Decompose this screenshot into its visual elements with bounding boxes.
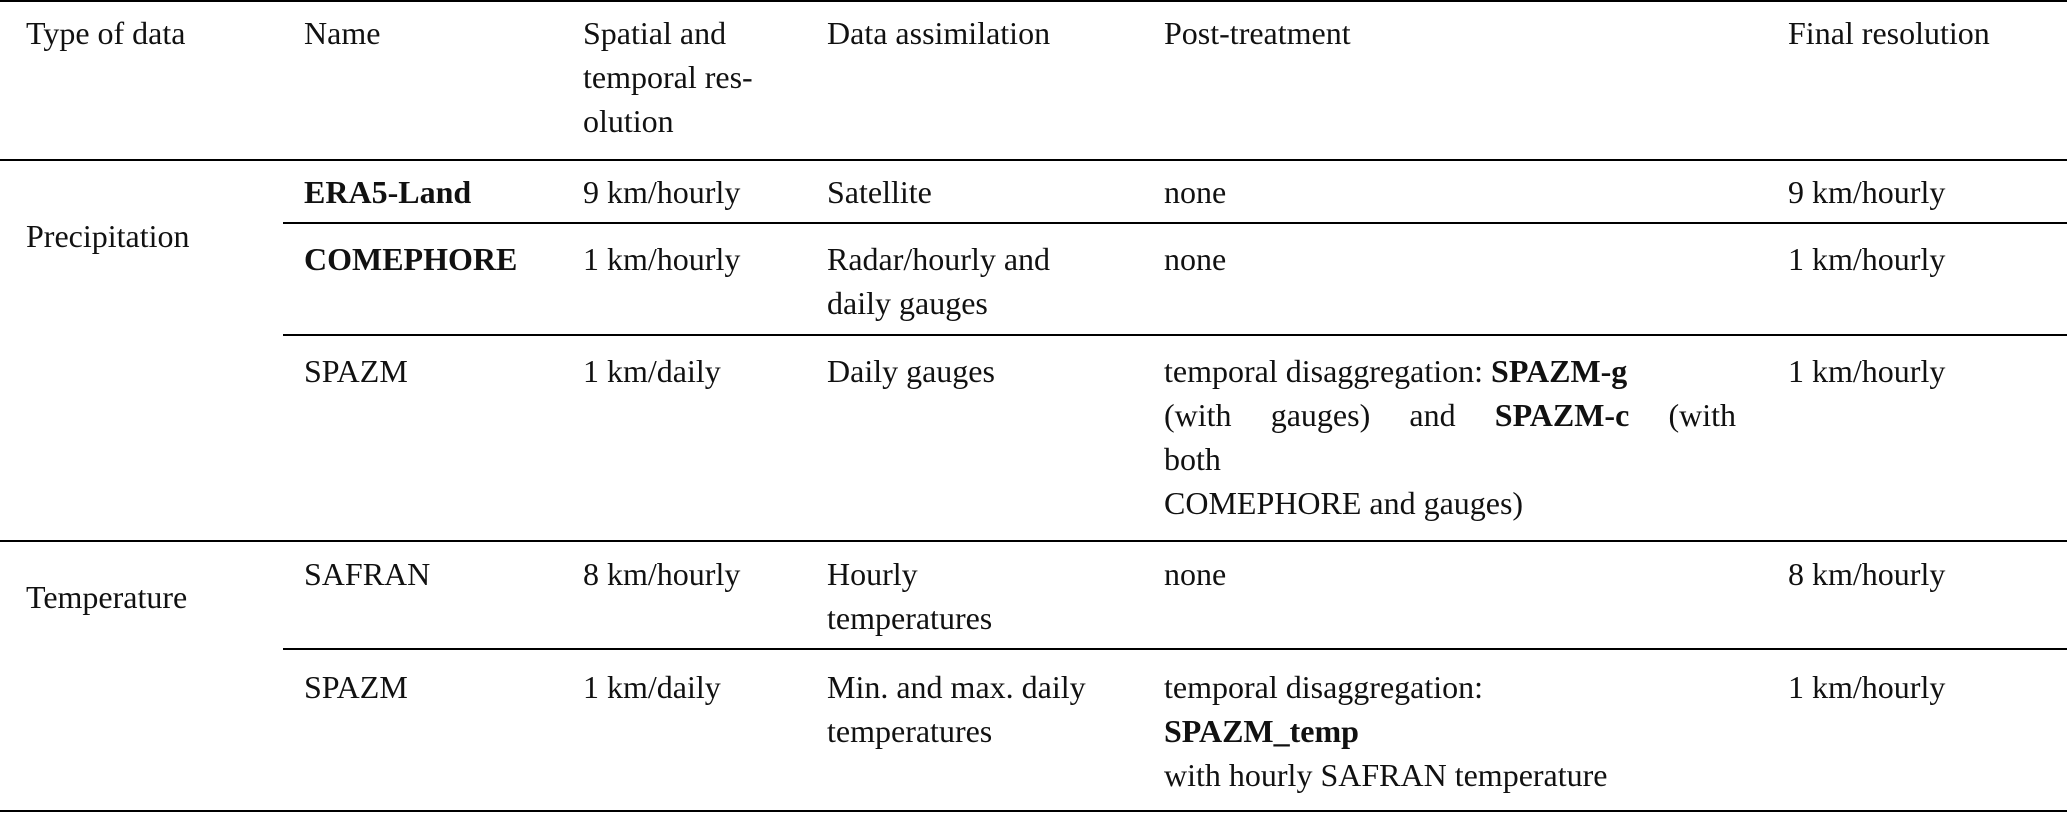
post-treatment-line: with hourly SAFRAN temperature [1164, 757, 1608, 793]
row-spazm-precip-final-resolution: 1 km/hourly [1788, 353, 1946, 389]
header-final-resolution: Final resolution [1788, 15, 1990, 51]
assimilation-line: Min. and max. daily [827, 669, 1086, 705]
row-spazm-precip-assimilation: Daily gauges [827, 353, 995, 389]
header-line: olution [583, 103, 674, 139]
group-rule [0, 540, 2067, 542]
post-treatment-line [1164, 349, 1736, 393]
row-comephore-name: COMEPHORE [304, 241, 518, 277]
row-safran-name: SAFRAN [304, 556, 431, 592]
header-data-assimilation: Data assimilation [827, 15, 1051, 51]
assimilation-line: temperatures [827, 600, 993, 636]
assimilation-line: Hourly [827, 556, 918, 592]
row-spazm-precip-name: SPAZM [304, 353, 408, 389]
row-spazm-temp-post-treatment [1164, 665, 1608, 797]
row-safran-final-resolution: 8 km/hourly [1788, 556, 1946, 592]
row-spazm-temp-assimilation [827, 665, 1086, 753]
header-spatial-temporal-resolution [583, 11, 753, 143]
post-treatment-line: temporal disaggregation: [1164, 669, 1484, 705]
header-rule [0, 159, 2067, 161]
header-line: Spatial and [583, 15, 727, 51]
row-era5-land-final-resolution: 9 km/hourly [1788, 174, 1946, 210]
post-treatment-text: temporal disaggregation: [1164, 353, 1492, 389]
post-treatment-method: SPAZM-g [1491, 353, 1628, 389]
row-era5-land-name: ERA5-Land [304, 174, 472, 210]
row-spazm-precip-resolution: 1 km/daily [583, 353, 721, 389]
post-treatment-line: COMEPHORE and gauges) [1164, 485, 1524, 521]
post-treatment-method: SPAZM_temp [1164, 713, 1359, 749]
row-divider [283, 222, 2067, 224]
assimilation-line: Radar/hourly and [827, 241, 1051, 277]
post-treatment-line [1164, 393, 1736, 437]
row-safran-assimilation [827, 552, 992, 640]
row-era5-land-post-treatment: none [1164, 174, 1227, 210]
post-treatment-text: (with [1629, 397, 1737, 433]
bottom-rule [0, 810, 2067, 812]
group-label-temperature: Temperature [26, 579, 188, 615]
row-divider [283, 648, 2067, 650]
top-rule [0, 0, 2067, 2]
row-safran-resolution: 8 km/hourly [583, 556, 741, 592]
assimilation-line: daily gauges [827, 285, 988, 321]
row-comephore-final-resolution: 1 km/hourly [1788, 241, 1946, 277]
header-post-treatment: Post-treatment [1164, 15, 1351, 51]
post-treatment-method: SPAZM-c [1494, 397, 1630, 433]
header-line: temporal res- [583, 59, 753, 95]
row-comephore-resolution: 1 km/hourly [583, 241, 741, 277]
row-safran-post-treatment: none [1164, 556, 1227, 592]
header-type-of-data: Type of data [26, 15, 186, 51]
assimilation-line: temperatures [827, 713, 993, 749]
row-era5-land-assimilation: Satellite [827, 174, 932, 210]
row-spazm-temp-name: SPAZM [304, 669, 408, 705]
row-comephore-post-treatment: none [1164, 241, 1227, 277]
row-divider [283, 334, 2067, 336]
post-treatment-text: (with gauges) and [1164, 397, 1495, 433]
row-comephore-assimilation [827, 237, 1050, 325]
header-name: Name [304, 15, 381, 51]
row-spazm-temp-resolution: 1 km/daily [583, 669, 721, 705]
row-spazm-temp-final-resolution: 1 km/hourly [1788, 669, 1946, 705]
row-spazm-precip-post-treatment [1164, 349, 1736, 525]
row-era5-land-resolution: 9 km/hourly [583, 174, 741, 210]
post-treatment-line: both [1164, 441, 1221, 477]
group-label-precipitation: Precipitation [26, 218, 190, 254]
